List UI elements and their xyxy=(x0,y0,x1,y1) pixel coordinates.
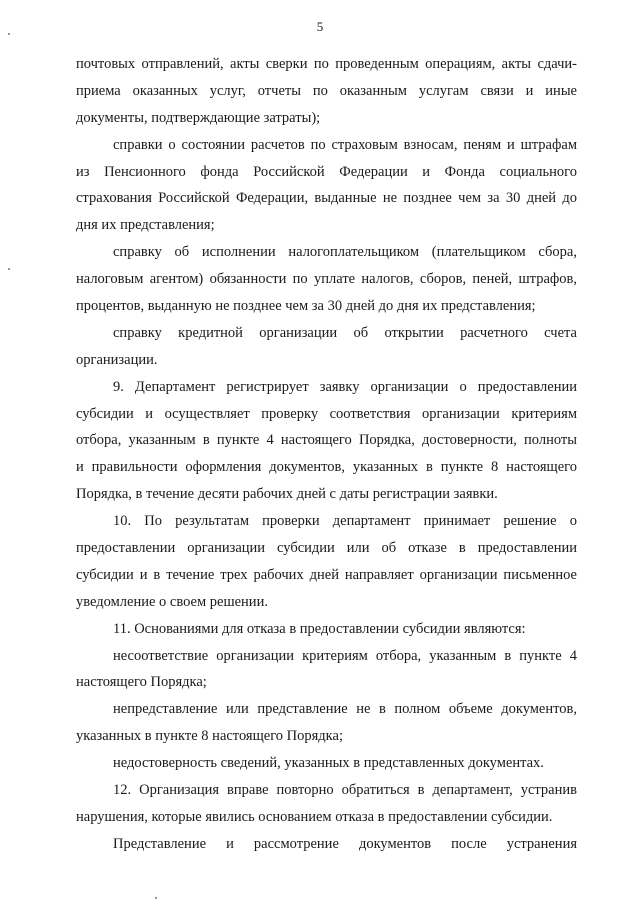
text-line: 10. По результатам проверки департамент принимает решение о xyxy=(113,513,577,529)
scan-speck xyxy=(155,897,157,899)
text-line: 9. Департамент регистрирует заявку организации о предоставлении xyxy=(113,379,577,395)
text-line: нарушения, которые явились основанием отказа в предоставлении субсидии. xyxy=(76,809,553,825)
text-line: справку об исполнении налогоплательщиком (плательщиком сбора, xyxy=(113,244,577,260)
text-line: Представление и рассмотрение документов после устранения xyxy=(113,836,577,852)
text-line: уведомление о своем решении. xyxy=(76,594,268,610)
text-line: дня их представления; xyxy=(76,217,215,233)
text-line: почтовых отправлений, акты сверки по проведенным операциям, акты сдачи- xyxy=(76,56,577,72)
text-line: документы, подтверждающие затраты); xyxy=(76,110,321,126)
text-line: справку кредитной организации об открытии расчетного счета xyxy=(113,325,577,341)
text-line: процентов, выданную не позднее чем за 30 дней до дня их представления; xyxy=(76,298,536,314)
text-line: 12. Организация вправе повторно обратиться в департамент, устранив xyxy=(113,782,577,798)
text-line: настоящего Порядка; xyxy=(76,674,207,690)
text-line: налоговым агентом) обязанности по уплате налогов, сборов, пеней, штрафов, xyxy=(76,271,577,287)
text-line: и правильности оформления документов, указанных в пункте 8 настоящего xyxy=(76,459,577,475)
text-line: субсидии и осуществляет проверку соответствия организации критериям xyxy=(76,406,577,422)
text-line: несоответствие организации критериям отбора, указанным в пункте 4 xyxy=(113,648,577,664)
text-line: приема оказанных услуг, отчеты по оказанным услугам связи и иные xyxy=(76,83,577,99)
page-number: 5 xyxy=(316,19,324,34)
text-line: из Пенсионного фонда Российской Федерации и Фонда социального xyxy=(76,164,577,180)
text-line: недостоверность сведений, указанных в представленных документах. xyxy=(113,755,544,771)
scan-speck xyxy=(8,268,10,270)
text-line: справки о состоянии расчетов по страховым взносам, пеням и штрафам xyxy=(113,137,577,153)
text-line: организации. xyxy=(76,352,158,368)
text-line: Порядка, в течение десяти рабочих дней с даты регистрации заявки. xyxy=(76,486,498,502)
text-line: непредставление или представление не в полном объеме документов, xyxy=(113,701,577,717)
text-line: страхования Российской Федерации, выданные не позднее чем за 30 дней до xyxy=(76,190,577,206)
text-line: отбора, указанным в пункте 4 настоящего Порядка, достоверности, полноты xyxy=(76,432,577,448)
text-line: указанных в пункте 8 настоящего Порядка; xyxy=(76,728,343,744)
text-line: субсидии и в течение трех рабочих дней направляет организации письменное xyxy=(76,567,577,583)
text-line: предоставлении организации субсидии или об отказе в предоставлении xyxy=(76,540,577,556)
scan-speck xyxy=(8,33,10,35)
text-line: 11. Основаниями для отказа в предоставлении субсидии являются: xyxy=(113,621,526,637)
